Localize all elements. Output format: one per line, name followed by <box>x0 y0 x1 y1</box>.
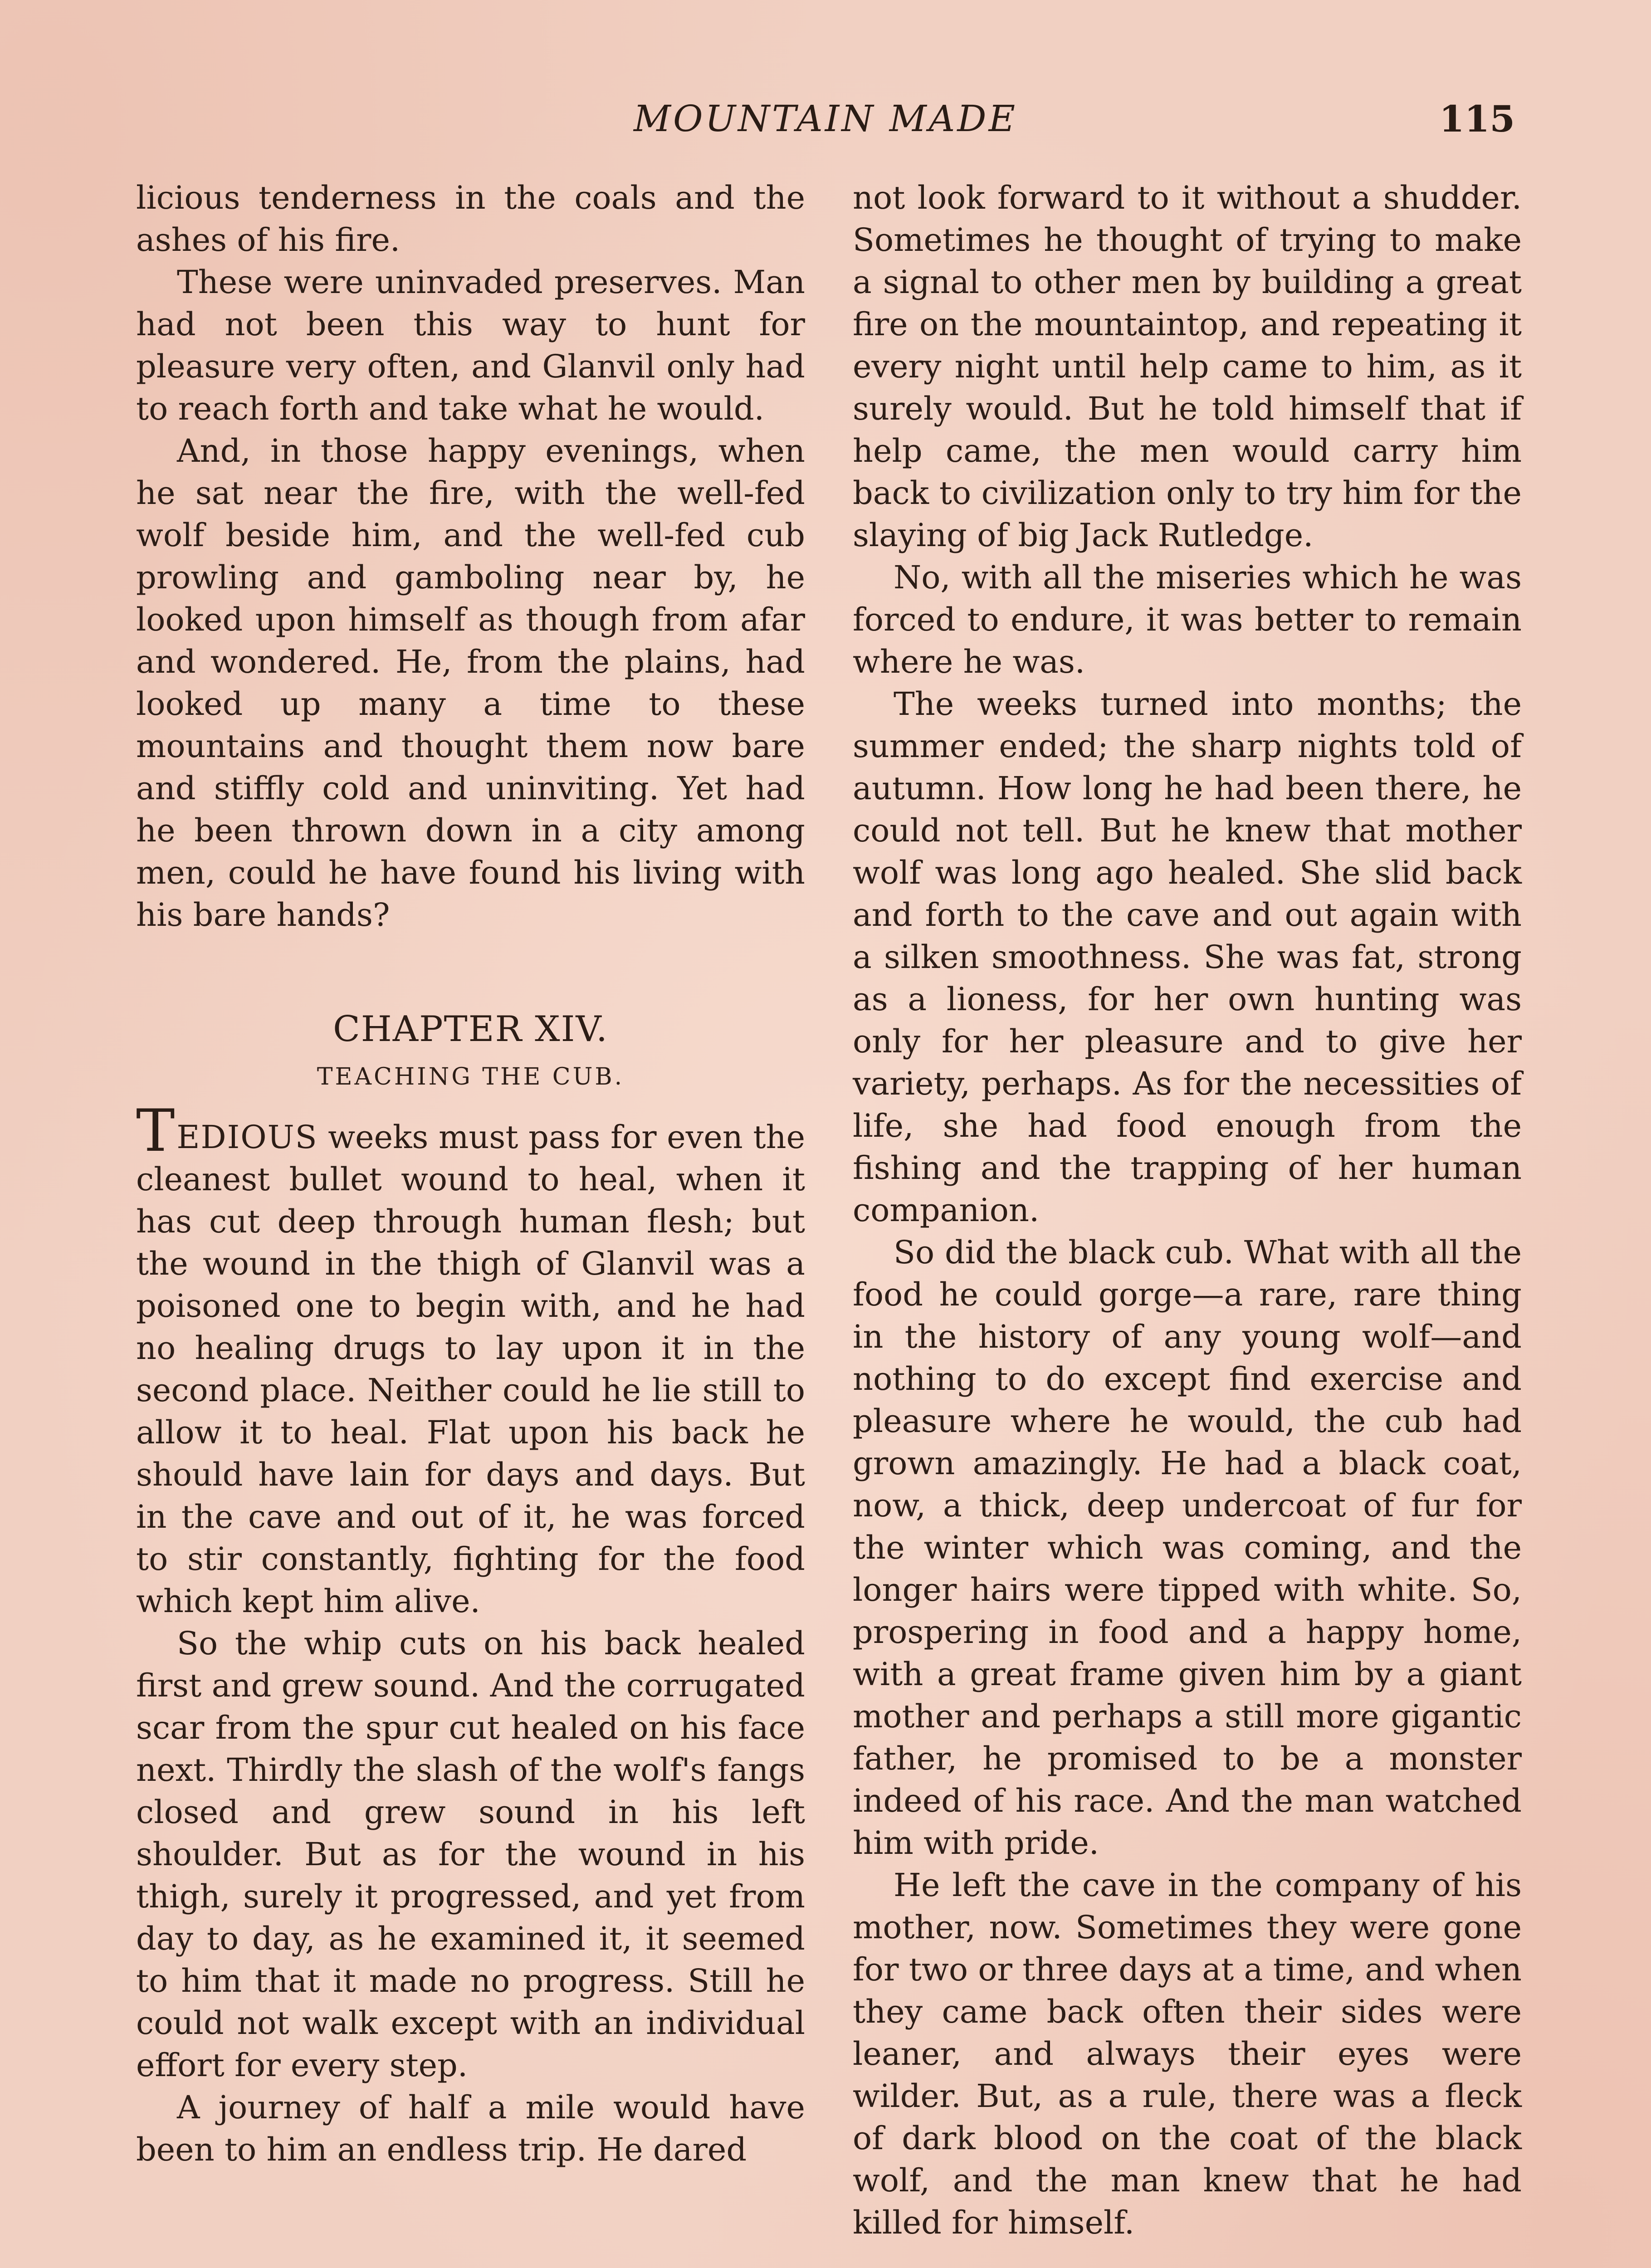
left-column <box>136 177 805 2171</box>
drop-cap: T <box>136 1097 175 1165</box>
paragraph: These were uninvaded preserves. Man had not been this way to hunt for pleasure very often, and Glanvil only had to reach forth and take what he would. <box>136 264 805 427</box>
paragraph: So did the black cub. What with all the food he could gorge—a rare, rare thing in the history of any young wolf—and nothing to do except find exercise and pleasure where he would, the cub had grown amazingly. He had a black coat, now, a thick, deep undercoat of fur for the winter which was coming, and the longer hairs were tipped with white. So, prospering in food and a happy home, with a great frame given him by a giant mother and perhaps a still more gigantic father, he promised to be a monster indeed of his race. And the man watched him with pride. <box>853 1234 1522 1862</box>
opening-word: EDIOUS <box>176 1119 318 1156</box>
opening-paragraph-text: weeks must pass for even the cleanest bullet wound to heal, when it has cut deep through human flesh; but the wound in the thigh of Glanvil was a poisoned one to begin with, and he had no healing drugs to lay upon it in the second place. Neither could he lie still to allow it to heal. Flat upon his back he should have lain for days and days. But in the cave and out of it, he was forced to stir constantly, fighting for the food which kept him alive. <box>136 1119 805 1620</box>
paragraph: No, with all the miseries which he was forced to endure, it was better to remain where he was. <box>853 559 1522 680</box>
paragraph: And, in those happy evenings, when he sat near the fire, with the well-fed wolf beside him, and the well-fed cub prowling and gamboling near by, he looked upon himself as though from afar and wondered. He, from the plains, had looked up many a time to these mountains and thought them now bare and stiffly cold and uninviting. Yet had he been thrown down in a city among men, could he have found his living with his bare hands? <box>136 432 805 934</box>
paragraph: The weeks turned into months; the summer ended; the sharp nights told of autumn. How long he had been there, he could not tell. But he knew that mother wolf was long ago healed. She slid back and forth to the cave and out again with a silken smoothness. She was fat, strong as a lioness, for her own hunting was only for her pleasure and to give her variety, perhaps. As for the necessities of life, she had food enough from the fishing and the trapping of her human companion. <box>853 685 1522 1229</box>
running-title: MOUNTAIN MADE <box>634 98 1017 140</box>
paragraph: So the whip cuts on his back healed first and grew sound. And the corrugated scar from the spur cut healed on his face next. Thirdly the slash of the wolf's fangs closed and grew sound in his left shoulder. But as for the wound in his thigh, surely it progressed, and yet from day to day, as he examined it, it seemed to him that it made no progress. Still he could not walk except with an individual effort for every step. <box>136 1625 805 2084</box>
chapter-opening-paragraph <box>136 1097 805 1623</box>
page-header <box>136 98 1515 147</box>
page-number: 115 <box>1439 98 1515 140</box>
paragraph: not look forward to it without a shudder. Sometimes he thought of trying to make a signal to other men by building a great fire on the mountaintop, and repeating it every night until help came to him, as it surely would. But he told himself that if help came, the men would carry him back to civilization only to try him for the slaying of big Jack Rutledge. <box>853 179 1522 554</box>
chapter-subtitle: TEACHING THE CUB. <box>317 1063 625 1090</box>
paragraph: A journey of half a mile would have been to him an endless trip. He dared <box>136 2089 805 2168</box>
chapter-title: CHAPTER XIV. <box>333 1009 608 1050</box>
paragraph: licious tenderness in the coals and the ashes of his fire. <box>136 179 805 259</box>
paragraph: He left the cave in the company of his mother, now. Sometimes they were gone for two or three days at a time, and when they came back often their sides were leaner, and always their eyes were wilder. But, as a rule, there was a fleck of dark blood on the coat of the black wolf, and the man knew that he had killed for himself. <box>853 1867 1522 2241</box>
right-column <box>853 177 1522 2244</box>
